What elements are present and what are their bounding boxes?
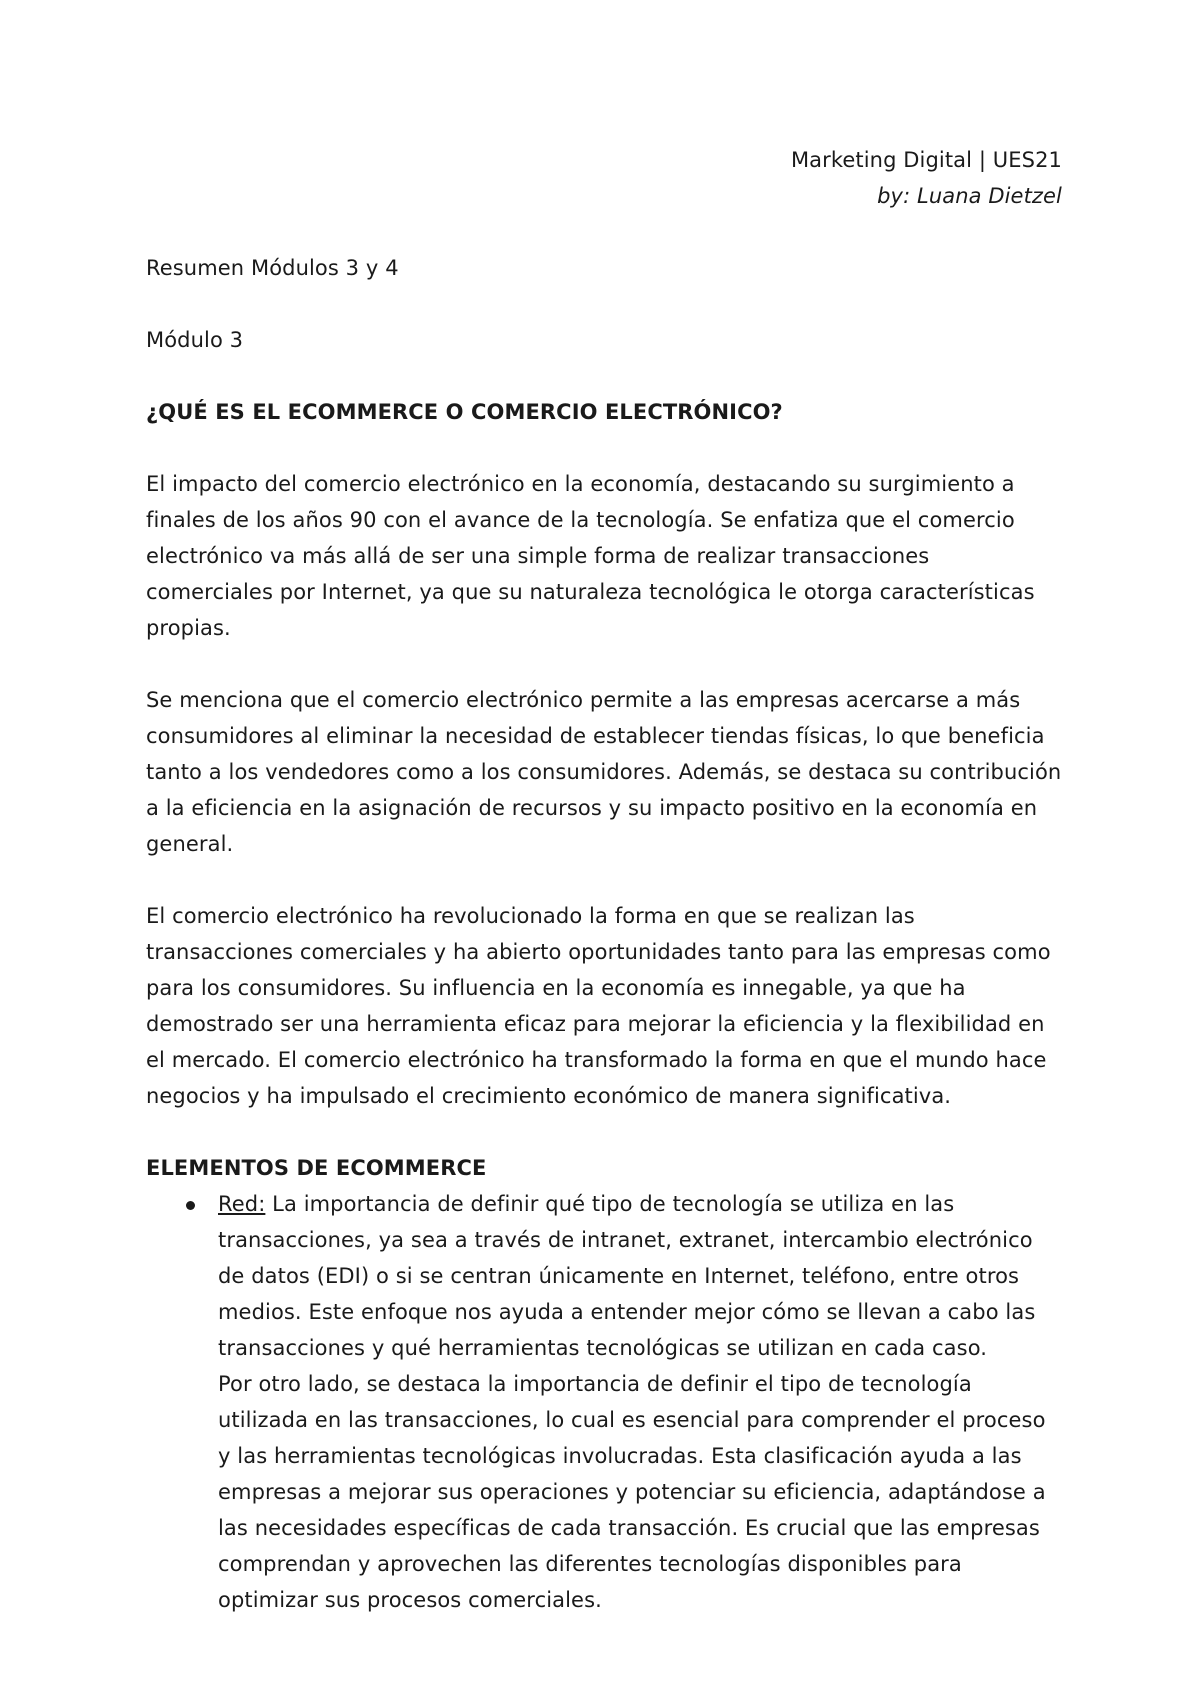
section-heading-ecommerce: ¿QUÉ ES EL ECOMMERCE O COMERCIO ELECTRÓNICO? <box>146 400 783 424</box>
list-item-term: Red: <box>218 1192 266 1216</box>
elements-list <box>146 1186 1062 1618</box>
paragraph: El impacto del comercio electrónico en la economía, destacando su surgimiento a finales de los años 90 con el avance de la tecnología. Se enfatiza que el comercio electrónico va más allá de ser una simple forma de realizar transacciones comerciales por Internet, ya que su naturaleza tecnológica le otorga características propias. <box>146 472 1035 640</box>
paragraph: Se menciona que el comercio electrónico permite a las empresas acercarse a más consumidores al eliminar la necesidad de establecer tiendas físicas, lo que beneficia tanto a los vendedores como a los consumidores. Además, se destaca su contribución a la eficiencia en la asignación de recursos y su impacto positivo en la economía en general. <box>146 688 1062 856</box>
list-item-text: La importancia de definir qué tipo de tecnología se utiliza en las transacciones, ya sea a través de intranet, extranet, intercambio electrónico de datos (EDI) o si se centran únicamente en Internet, teléfono, entre otros medios. Este enfoque nos ayuda a entender mejor cómo se llevan a cabo las transacciones y qué herramientas tecnológicas se utilizan en cada caso. <box>218 1192 1036 1360</box>
module-title: Módulo 3 <box>146 328 244 352</box>
list-item-continuation: Por otro lado, se destaca la importancia de definir el tipo de tecnología utilizada en las transacciones, lo cual es esencial para comprender el proceso y las herramientas tecnológicas involucradas. Esta clasificación ayuda a las empresas a mejorar sus operaciones y potenciar su eficiencia, adaptándose a las necesidades específicas de cada transacción. Es crucial que las empresas comprendan y aprovechen las diferentes tecnologías disponibles para optimizar sus procesos comerciales. <box>218 1372 1046 1612</box>
course-title: Marketing Digital | UES21 <box>790 148 1062 172</box>
paragraph: El comercio electrónico ha revolucionado la forma en que se realizan las transacciones comerciales y ha abierto oportunidades tanto para las empresas como para los consumidores. Su influencia en la economía es innegable, ya que ha demostrado ser una herramienta eficaz para mejorar la eficiencia y la flexibilidad en el mercado. El comercio electrónico ha transformado la forma en que el mundo hace negocios y ha impulsado el crecimiento económico de manera significativa. <box>146 904 1051 1108</box>
section-heading-elementos: ELEMENTOS DE ECOMMERCE <box>146 1156 487 1180</box>
summary-title: Resumen Módulos 3 y 4 <box>146 256 399 280</box>
document-body <box>146 142 1062 1618</box>
document-header <box>146 142 1062 214</box>
bullet-icon <box>186 1201 195 1210</box>
list-item <box>146 1186 1062 1618</box>
author-line: by: Luana Dietzel <box>877 184 1062 208</box>
